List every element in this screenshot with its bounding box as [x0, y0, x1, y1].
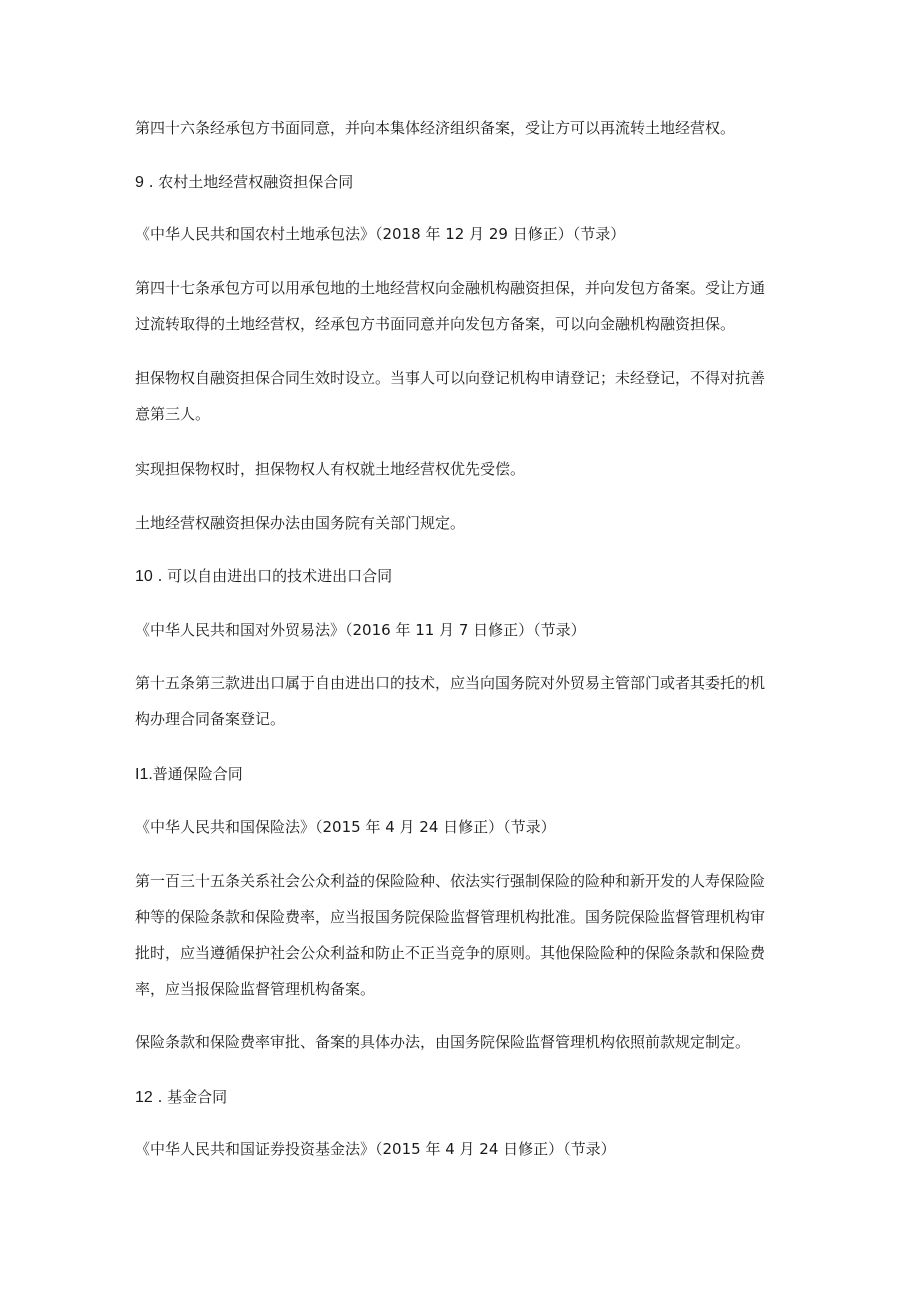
paragraph-text: 种等的保险条款和保险费率，应当报国务院保险监督管理机构批准。国务院保险监督管理机构审	[135, 908, 766, 926]
paragraph-article-46	[135, 118, 795, 138]
paragraph-article-47-line-1	[135, 278, 795, 298]
paragraph-text: 率，应当报保险监督管理机构备案。	[135, 980, 376, 998]
section-heading-12	[135, 1087, 795, 1108]
paragraph-article-15-line-2	[135, 709, 795, 729]
paragraph-priority-payment	[135, 459, 795, 479]
source-citation-10	[135, 620, 795, 640]
section-number: 9	[135, 174, 144, 191]
paragraph-text: 土地经营权融资担保办法由国务院有关部门规定。	[135, 514, 466, 532]
citation-text: 《中华人民共和国对外贸易法》（2016 年 11 月 7 日修正）（节录）	[135, 621, 586, 639]
paragraph-text: 第四十七条承包方可以用承包地的土地经营权向金融机构融资担保，并向发包方备案。受让方通	[135, 279, 766, 297]
source-citation-9	[135, 224, 795, 244]
paragraph-text: 担保物权自融资担保合同生效时设立。当事人可以向登记机构申请登记；未经登记，不得对抗善	[135, 369, 766, 387]
paragraph-text: 批时，应当遵循保护社会公众利益和防止不正当竞争的原则。其他保险险种的保险条款和保险费	[135, 944, 766, 962]
paragraph-financing-rules	[135, 513, 795, 533]
paragraph-text: 意第三人。	[135, 405, 211, 423]
paragraph-article-135-line-3	[135, 943, 795, 963]
paragraph-text: 实现担保物权时，担保物权人有权就土地经营权优先受偿。	[135, 460, 526, 478]
paragraph-article-15-line-1	[135, 673, 795, 693]
paragraph-security-right-line-2	[135, 404, 795, 424]
citation-text: 《中华人民共和国证券投资基金法》（2015 年 4 月 24 日修正）（节录）	[135, 1140, 616, 1158]
paragraph-text: 保险条款和保险费率审批、备案的具体办法，由国务院保险监督管理机构依照前款规定制定。	[135, 1033, 751, 1051]
section-title: 普通保险合同	[152, 765, 243, 783]
citation-text: 《中华人民共和国农村土地承包法》（2018 年 12 月 29 日修正）（节录）	[135, 225, 626, 243]
paragraph-article-135-line-4	[135, 979, 795, 999]
paragraph-text: 过流转取得的土地经营权，经承包方书面同意并向发包方备案，可以向金融机构融资担保。	[135, 315, 736, 333]
citation-text: 《中华人民共和国保险法》（2015 年 4 月 24 日修正）（节录）	[135, 818, 556, 836]
paragraph-article-135-line-1	[135, 871, 795, 891]
section-title: . 基金合同	[157, 1088, 228, 1106]
section-heading-10	[135, 566, 795, 587]
source-citation-11	[135, 817, 795, 837]
paragraph-insurance-approval	[135, 1032, 795, 1052]
section-number: 10	[135, 568, 153, 585]
paragraph-text: 第四十六条经承包方书面同意，并向本集体经济组织备案，受让方可以再流转土地经营权。	[135, 119, 736, 137]
section-heading-11	[135, 764, 795, 785]
paragraph-security-right-line-1	[135, 368, 795, 388]
section-title: . 农村土地经营权融资担保合同	[148, 173, 354, 191]
paragraph-text: 第一百三十五条关系社会公众利益的保险险种、依法实行强制保险的险种和新开发的人寿保险险	[135, 872, 766, 890]
section-title: . 可以自由进出口的技术进出口合同	[157, 567, 393, 585]
paragraph-text: 第十五条第三款进出口属于自由进出口的技术，应当向国务院对外贸易主管部门或者其委托的机	[135, 674, 766, 692]
source-citation-12	[135, 1139, 795, 1159]
section-heading-9	[135, 172, 795, 193]
paragraph-article-47-line-2	[135, 314, 795, 334]
paragraph-article-135-line-2	[135, 907, 795, 927]
paragraph-text: 构办理合同备案登记。	[135, 710, 286, 728]
section-number: 12	[135, 1089, 153, 1106]
section-number: I1.	[135, 766, 153, 783]
